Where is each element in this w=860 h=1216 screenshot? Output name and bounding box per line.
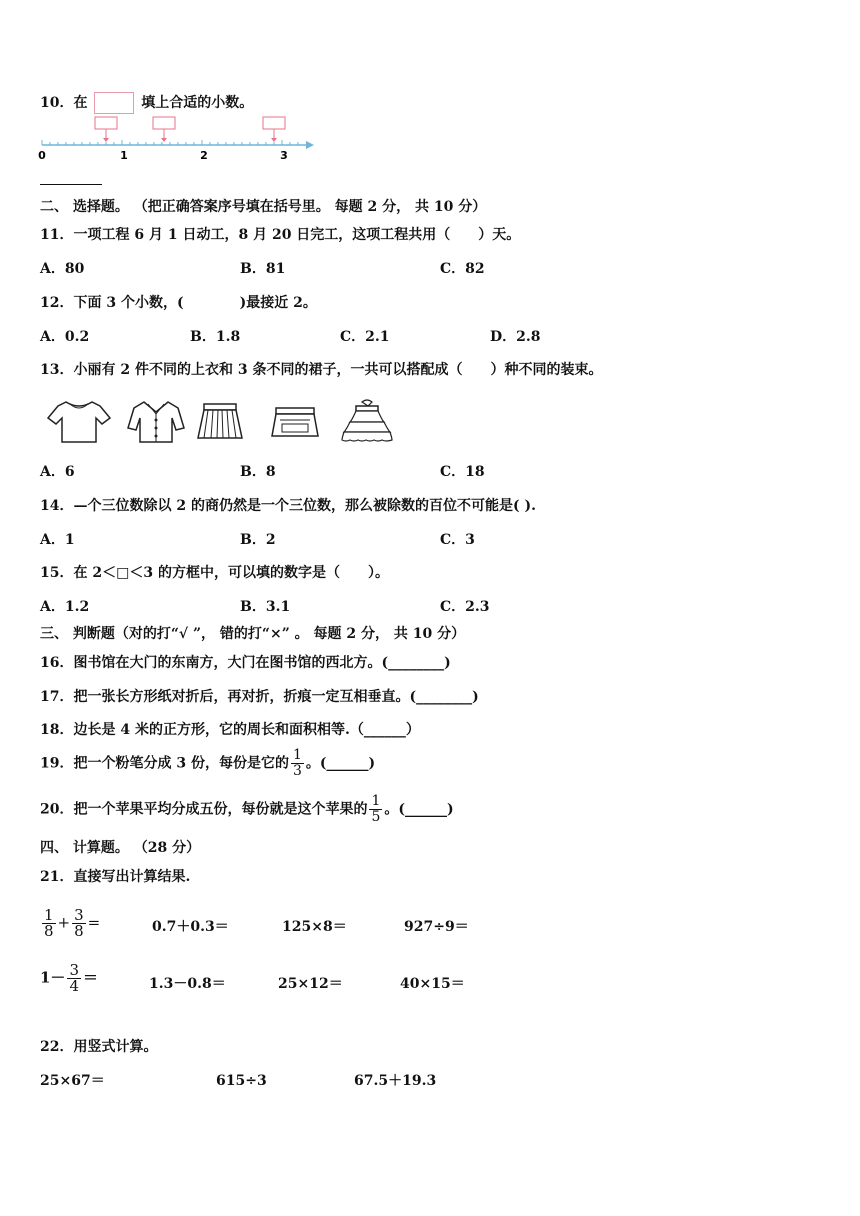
pleated-skirt-icon: [194, 398, 246, 446]
q17-text: 17．把一张长方形纸对折后，再对折，折痕一定互相垂直。(________): [40, 689, 479, 705]
q12-option-b: B．1.8: [190, 329, 241, 345]
q13-option-b: B．8: [240, 464, 276, 480]
q21-row2-expr3: 25×12＝: [278, 976, 343, 992]
tick-label-3: 3: [280, 149, 288, 162]
q12-text: 12．下面 3 个小数，( )最接近 2。: [40, 295, 317, 311]
q21-row2-expr4: 40×15＝: [400, 976, 465, 992]
numerator: 1: [44, 906, 54, 924]
q18-text: 18．边长是 4 米的正方形，它的周长和面积相等.（______）: [40, 722, 420, 738]
q19-fraction: [291, 748, 304, 779]
q20-denominator: 5: [371, 809, 381, 825]
q13-option-a: A．6: [40, 464, 75, 480]
denominator: 8: [74, 922, 84, 940]
q20-fraction: [369, 794, 382, 825]
q19-prefix: 19．把一个粉笔分成 3 份，每份是它的: [40, 755, 289, 772]
answer-box: [94, 92, 134, 114]
section-4-heading: 四、 计算题。 （28 分）: [40, 840, 201, 856]
tick-label-0: 0: [38, 149, 46, 162]
q10-line: [40, 92, 253, 114]
tick-label-1: 1: [120, 149, 128, 162]
q21-row2-expr1: [40, 963, 98, 994]
q15-text: 15．在 2＜□＜3 的方框中，可以填的数字是（ ）。: [40, 565, 389, 581]
q20-numerator: 1: [371, 793, 381, 809]
q11-text: 11．一项工程 6 月 1 日动工，8 月 20 日完工，这项工程共用（ ）天。: [40, 227, 521, 243]
q20-prefix: 20．把一个苹果平均分成五份，每份就是这个苹果的: [40, 801, 368, 818]
equals-sign: ＝: [82, 968, 98, 987]
answer-box-1: [95, 117, 117, 142]
q16-text: 16．图书馆在大门的东南方，大门在图书馆的西北方。(________): [40, 655, 451, 671]
q22-expr2: 615÷3: [216, 1073, 267, 1089]
numerator: 3: [69, 961, 79, 979]
q21-text: 21．直接写出计算结果.: [40, 869, 191, 885]
q21-row1-expr3: 125×8＝: [282, 919, 347, 935]
q21-row2-expr2: 1.3－0.8＝: [149, 976, 226, 992]
q20-suffix: 。(______): [384, 801, 454, 818]
q21-fraction-1: [42, 908, 56, 939]
q10-suffix: 填上合适的小数。: [141, 95, 254, 111]
q11-option-a: A．80: [40, 261, 85, 277]
q21-fraction-2: [72, 908, 86, 939]
denominator: 4: [69, 977, 79, 995]
answer-box-2: [153, 117, 175, 142]
plus-sign: +: [57, 913, 71, 932]
q21-row2-lead: 1－: [40, 968, 66, 987]
q21-row1-expr4: 927÷9＝: [404, 919, 469, 935]
shirt-icon: [46, 398, 112, 446]
q22-expr1: 25×67＝: [40, 1073, 105, 1089]
q14-text: 14．—个三位数除以 2 的商仍然是一个三位数，那么被除数的百位不可能是( ).: [40, 498, 536, 514]
short-skirt-icon: [268, 398, 322, 446]
q14-option-c: C．3: [440, 532, 475, 548]
q21-fraction-3: [67, 963, 81, 994]
q19-denominator: 3: [292, 763, 302, 779]
answer-box-3: [263, 117, 285, 142]
q14-option-b: B．2: [240, 532, 276, 548]
q21-row1-expr1: [40, 908, 100, 939]
q19-suffix: 。(______): [305, 755, 376, 772]
blouse-icon: [126, 398, 186, 446]
numerator: 3: [74, 906, 84, 924]
q22-text: 22．用竖式计算。: [40, 1039, 158, 1055]
q15-option-c: C．2.3: [440, 599, 490, 615]
section-2-heading: 二、 选择题。 （把正确答案序号填在括号里。 每题 2 分， 共 10 分）: [40, 199, 487, 215]
tiered-skirt-icon: [340, 398, 394, 446]
section-3-heading: 三、 判断题（对的打“√ ”， 错的打“×” 。 每题 2 分， 共 10 分）: [40, 626, 466, 642]
q13-option-c: C．18: [440, 464, 485, 480]
q22-expr3: 67.5＋19.3: [354, 1073, 437, 1089]
q19-numerator: 1: [292, 747, 302, 763]
answer-underline: [40, 184, 102, 185]
q19-line: [40, 748, 375, 779]
q12-option-d: D．2.8: [490, 329, 541, 345]
q11-option-c: C．82: [440, 261, 485, 277]
q15-option-b: B．3.1: [240, 599, 291, 615]
tick-label-2: 2: [200, 149, 208, 162]
q11-option-b: B．81: [240, 261, 286, 277]
denominator: 8: [44, 922, 54, 940]
q12-option-a: A．0.2: [40, 329, 90, 345]
q10-prefix: 10．在: [40, 95, 88, 111]
q21-row1-expr2: 0.7＋0.3＝: [152, 919, 229, 935]
q20-line: [40, 794, 454, 825]
q15-option-a: A．1.2: [40, 599, 90, 615]
q12-option-c: C．2.1: [340, 329, 390, 345]
q14-option-a: A．1: [40, 532, 75, 548]
number-line: [36, 112, 316, 164]
q13-text: 13．小丽有 2 件不同的上衣和 3 条不同的裙子，一共可以搭配成（ ）种不同的装束。: [40, 362, 603, 378]
equals-sign: =: [87, 913, 101, 932]
